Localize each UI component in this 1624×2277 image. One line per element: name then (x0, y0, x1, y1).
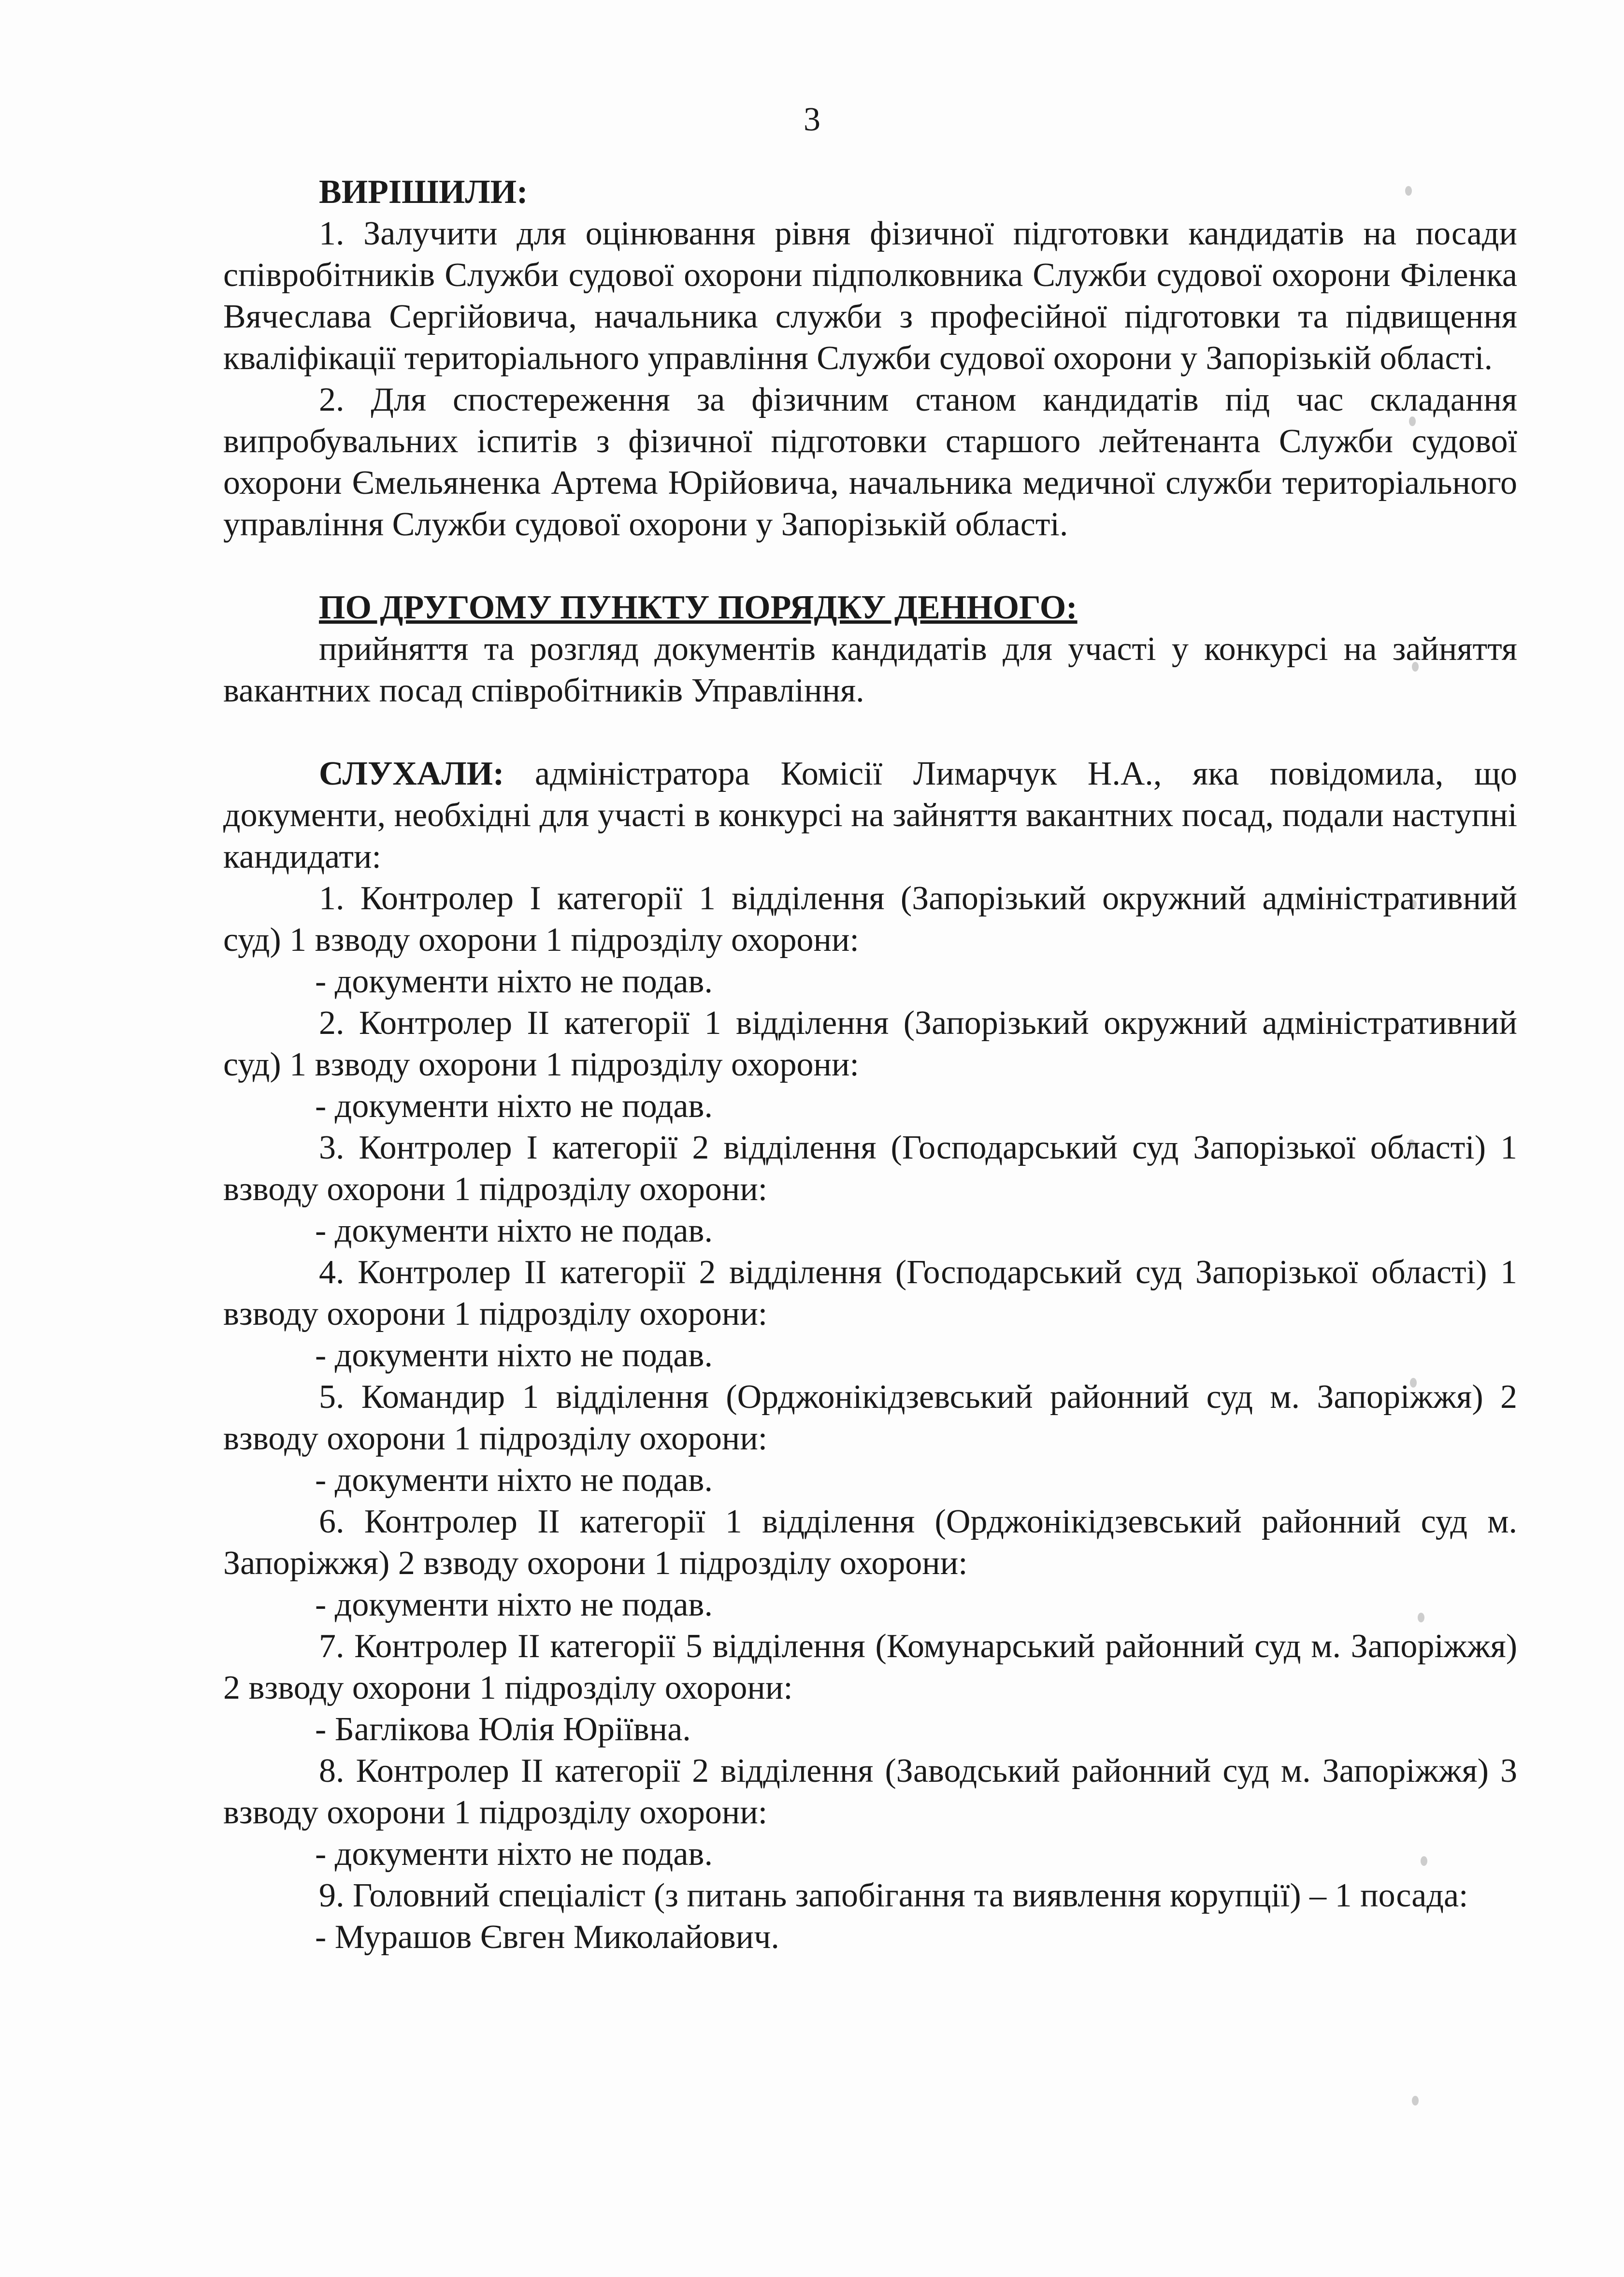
position-result: - документи ніхто не подав. (315, 1212, 713, 1249)
seal-speck (1412, 2096, 1419, 2105)
decided-heading: ВИРІШИЛИ: (319, 173, 528, 211)
position-result: - документи ніхто не подав. (315, 1835, 713, 1873)
position-title: 1. Контролер І категорії 1 відділення (Запорізький окружний адміністративний суд) 1 взводу охорони 1 підрозділу охорони: (223, 880, 1517, 959)
decision-item-2: 2. Для спостереження за фізичним станом кандидатів під час складання випробувальних іспитів з фізичної підготовки старшого лейтенанта Служби судової охорони Ємельяненка Артема Юрійовича, начальника медичної служби територіального управління Служби судової охорони у Запорізькій області. (223, 381, 1517, 543)
second-item-text: прийняття та розгляд документів кандидатів для участі у конкурсі на зайняття вакантних посад співробітників Управління. (223, 630, 1517, 709)
position-title: 8. Контролер ІІ категорії 2 відділення (Заводський районний суд м. Запоріжжя) 3 взводу охорони 1 підрозділу охорони: (223, 1752, 1517, 1831)
page-number: 3 (804, 101, 820, 138)
heard-label: СЛУХАЛИ: (319, 755, 504, 792)
position-result: - Баглікова Юлія Юріївна. (315, 1711, 691, 1748)
position-result: - документи ніхто не подав. (315, 1088, 713, 1125)
positions-list (223, 878, 1517, 1958)
position-title: 4. Контролер ІІ категорії 2 відділення (Господарський суд Запорізької області) 1 взводу охорони 1 підрозділу охорони: (223, 1254, 1517, 1332)
heard-text: адміністратора Комісії Лимарчук Н.А., яка повідомила, що документи, необхідні для участі в конкурсі на зайняття вакантних посад, подали наступні кандидати: (223, 755, 1517, 875)
position-title: 5. Командир 1 відділення (Орджонікідзевський районний суд м. Запоріжжя) 2 взводу охорони 1 підрозділу охорони: (223, 1378, 1517, 1457)
position-title: 3. Контролер І категорії 2 відділення (Господарський суд Запорізької області) 1 взводу охорони 1 підрозділу охорони: (223, 1129, 1517, 1208)
position-result: - Мурашов Євген Миколайович. (315, 1919, 779, 1956)
position-title: 9. Головний спеціаліст (з питань запобігання та виявлення корупції) – 1 посада: (319, 1877, 1468, 1914)
position-title: 6. Контролер ІІ категорії 1 відділення (Орджонікідзевський районний суд м. Запоріжжя) 2 взводу охорони 1 підрозділу охорони: (223, 1503, 1517, 1582)
heard-paragraph (223, 753, 1517, 878)
position-result: - документи ніхто не подав. (315, 963, 713, 1000)
second-item-heading: ПО ДРУГОМУ ПУНКТУ ПОРЯДКУ ДЕННОГО: (319, 589, 1078, 626)
decision-item-1: 1. Залучити для оцінювання рівня фізичної підготовки кандидатів на посади співробітників Служби судової охорони підполковника Служби судової охорони Філенка Вячеслава Сергійовича, начальника служби з професійної підготовки та підвищення кваліфікації територіального управління Служби судової охорони у Запорізькій області. (223, 215, 1517, 377)
position-result: - документи ніхто не подав. (315, 1461, 713, 1499)
position-title: 7. Контролер ІІ категорії 5 відділення (Комунарський районний суд м. Запоріжжя) 2 взводу охорони 1 підрозділу охорони: (223, 1628, 1517, 1706)
position-title: 2. Контролер ІІ категорії 1 відділення (Запорізький окружний адміністративний суд) 1 взводу охорони 1 підрозділу охорони: (223, 1004, 1517, 1083)
position-result: - документи ніхто не подав. (315, 1586, 713, 1623)
document-body (223, 172, 1517, 1958)
position-result: - документи ніхто не подав. (315, 1337, 713, 1374)
